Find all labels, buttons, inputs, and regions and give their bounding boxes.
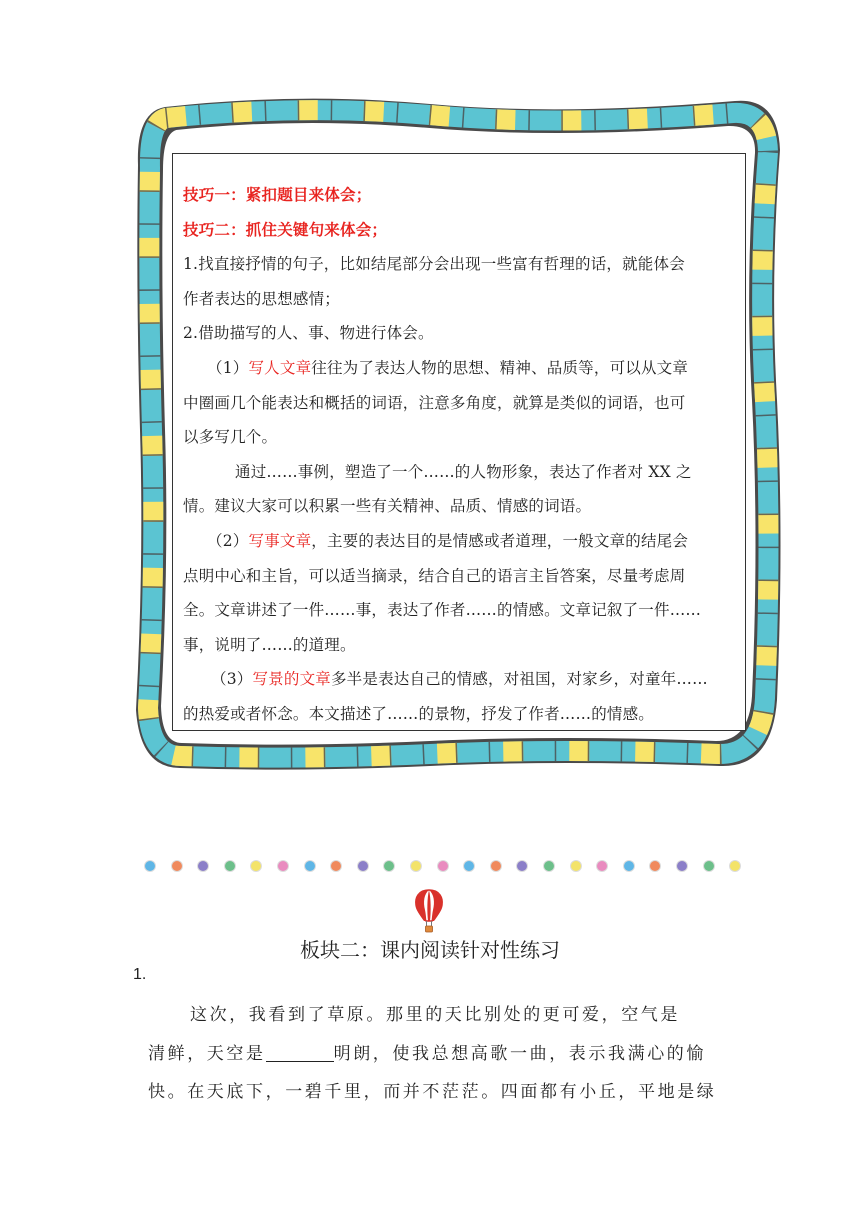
fill-blank[interactable] [266, 1043, 334, 1062]
divider-dot [197, 860, 209, 872]
divider-dot [490, 860, 502, 872]
hot-air-balloon-icon [414, 888, 444, 934]
tips-line: 的热爱或者怀念。本文描述了……的景物，抒发了作者……的情感。 [183, 704, 655, 723]
tips-line: 点明中心和主旨，可以适当摘录，结合自己的语言主旨答案，尽量考虑周 [183, 566, 686, 585]
divider-dot [357, 860, 369, 872]
section-title: 板块二：课内阅读针对性练习 [300, 938, 560, 962]
reading-passage [148, 996, 740, 1112]
keyword-event-article: 写事文章 [248, 531, 312, 550]
tip-one: 技巧一：紧扣题目来体会； [183, 185, 372, 204]
divider-dot [729, 860, 741, 872]
divider-dot [703, 860, 715, 872]
divider-dot [250, 860, 262, 872]
item-text: 多半是表达自己的情感，对祖国，对家乡，对童年…… [330, 670, 708, 689]
divider-dot [277, 860, 289, 872]
divider-dot [224, 860, 236, 872]
tips-line: 通过……事例，塑造了一个……的人物形象，表达了作者对 XX 之 [235, 462, 692, 481]
dotted-divider [136, 858, 756, 876]
divider-dot [543, 860, 555, 872]
divider-dot [570, 860, 582, 872]
item-text: ，主要的表达目的是情感或者道理，一般文章的结尾会 [311, 531, 689, 550]
tips-line: 全。文章讲述了一件……事，表达了作者……的情感。文章记叙了一件…… [183, 601, 702, 620]
divider-dot [410, 860, 422, 872]
tips-line-person [183, 351, 735, 386]
tips-line: 作者表达的思想感情； [183, 289, 341, 308]
passage-line: 快。在天底下，一碧千里，而并不茫茫。四面都有小丘，平地是绿 [148, 1082, 717, 1102]
item-number: （1） [207, 358, 249, 377]
item-text: 往往为了表达人物的思想、精神、品质等，可以从文章 [311, 358, 689, 377]
tips-line-scenery [183, 662, 735, 697]
tips-line: 2.借助描写的人、事、物进行体会。 [183, 324, 434, 343]
divider-dot [463, 860, 475, 872]
tips-line: 以多写几个。 [183, 428, 278, 447]
keyword-scenery-article: 写景的文章 [252, 670, 331, 689]
divider-dot [437, 860, 449, 872]
divider-dot [330, 860, 342, 872]
passage-text: 清鲜，天空是 [148, 1043, 266, 1064]
divider-dot [516, 860, 528, 872]
item-number: （2） [207, 531, 249, 550]
tips-line-event [183, 524, 735, 559]
divider-dot [623, 860, 635, 872]
tips-line: 情。建议大家可以积累一些有关精神、品质、情感的词语。 [183, 497, 592, 516]
passage-text: 明朗，使我总想高歌一曲，表示我满心的愉 [333, 1043, 707, 1064]
keyword-person-article: 写人文章 [248, 358, 312, 377]
passage-line [148, 1035, 740, 1074]
divider-dot [649, 860, 661, 872]
tips-line: 事，说明了……的道理。 [183, 635, 356, 654]
divider-dot [144, 860, 156, 872]
tips-box [172, 153, 746, 731]
passage-line: 这次，我看到了草原。那里的天比别处的更可爱，空气是 [190, 1005, 680, 1025]
tip-two: 技巧二：抓住关键句来体会； [183, 219, 388, 239]
tips-line: 1.找直接抒情的句子，比如结尾部分会出现一些富有哲理的话，就能体会 [183, 255, 685, 274]
question-number: 1. [133, 966, 147, 983]
divider-dot [171, 860, 183, 872]
divider-dot [676, 860, 688, 872]
divider-dot [304, 860, 316, 872]
tips-line: 中圈画几个能表达和概括的词语，注意多角度，就算是类似的词语，也可 [183, 393, 686, 412]
divider-dot [596, 860, 608, 872]
divider-dot [383, 860, 395, 872]
item-number: （3） [211, 670, 253, 689]
